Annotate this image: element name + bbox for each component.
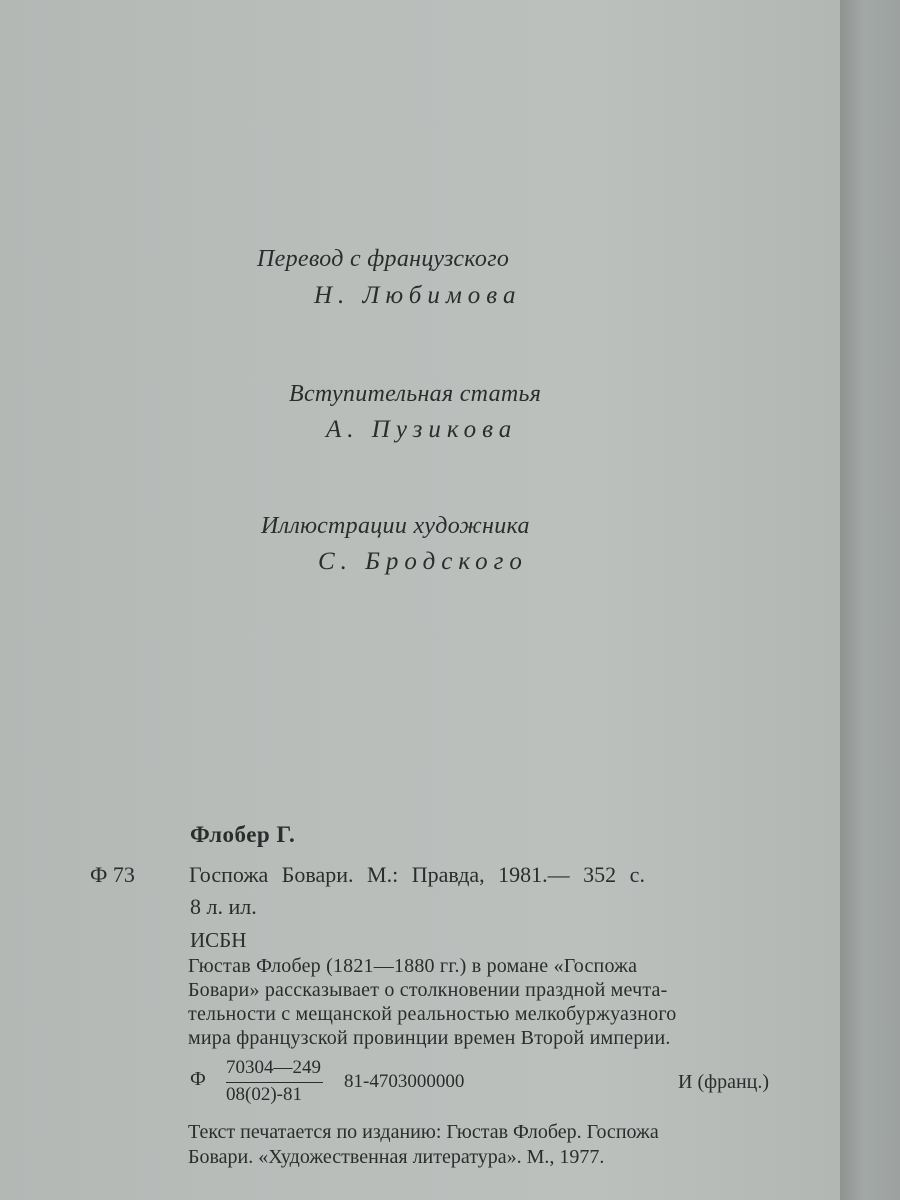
code-denominator: 08(02)-81 [226, 1082, 323, 1106]
source-footnote [188, 1120, 798, 1170]
catalog-title-line: Госпожа Бовари. М.: Правда, 1981.— 352 с. [189, 862, 645, 887]
description-line: мира французской провинции времен Второй империи. [188, 1027, 671, 1049]
catalog-code-fraction [226, 1057, 323, 1106]
description-line: Бовари» рассказывает о столкновении праздной мечта- [188, 979, 668, 1001]
illustrations-label: Иллюстрации художника [261, 513, 530, 539]
isbn-label: ИСБН [190, 928, 247, 952]
illustrator-name: С. Бродского [318, 548, 528, 575]
translation-label: Перевод с французского [257, 246, 510, 272]
code-numerator: 70304—249 [226, 1057, 321, 1078]
intro-author-name: А. Пузикова [326, 416, 518, 443]
footnote-line: Текст печатается по изданию: Гюстав Флобер. Госпожа [188, 1121, 659, 1143]
catalog-pages-line: 8 л. ил. [190, 894, 257, 919]
description-line: Гюстав Флобер (1821—1880 гг.) в романе «Госпожа [188, 955, 638, 977]
catalog-index: Ф 73 [90, 862, 135, 887]
description-line: тельности с мещанской реальностью мелкобуржуазного [188, 1003, 677, 1025]
code-letter: Ф [190, 1068, 206, 1090]
catalog-description [188, 954, 790, 1050]
page-edge [840, 0, 900, 1200]
footnote-line: Бовари. «Художественная литература». М., 1977. [188, 1146, 605, 1168]
intro-label: Вступительная статья [289, 381, 542, 407]
classification: И (франц.) [678, 1071, 770, 1093]
code-suffix: 81-4703000000 [344, 1071, 465, 1092]
translator-name: Н. Любимова [314, 282, 522, 309]
catalog-author: Флобер Г. [190, 822, 296, 847]
